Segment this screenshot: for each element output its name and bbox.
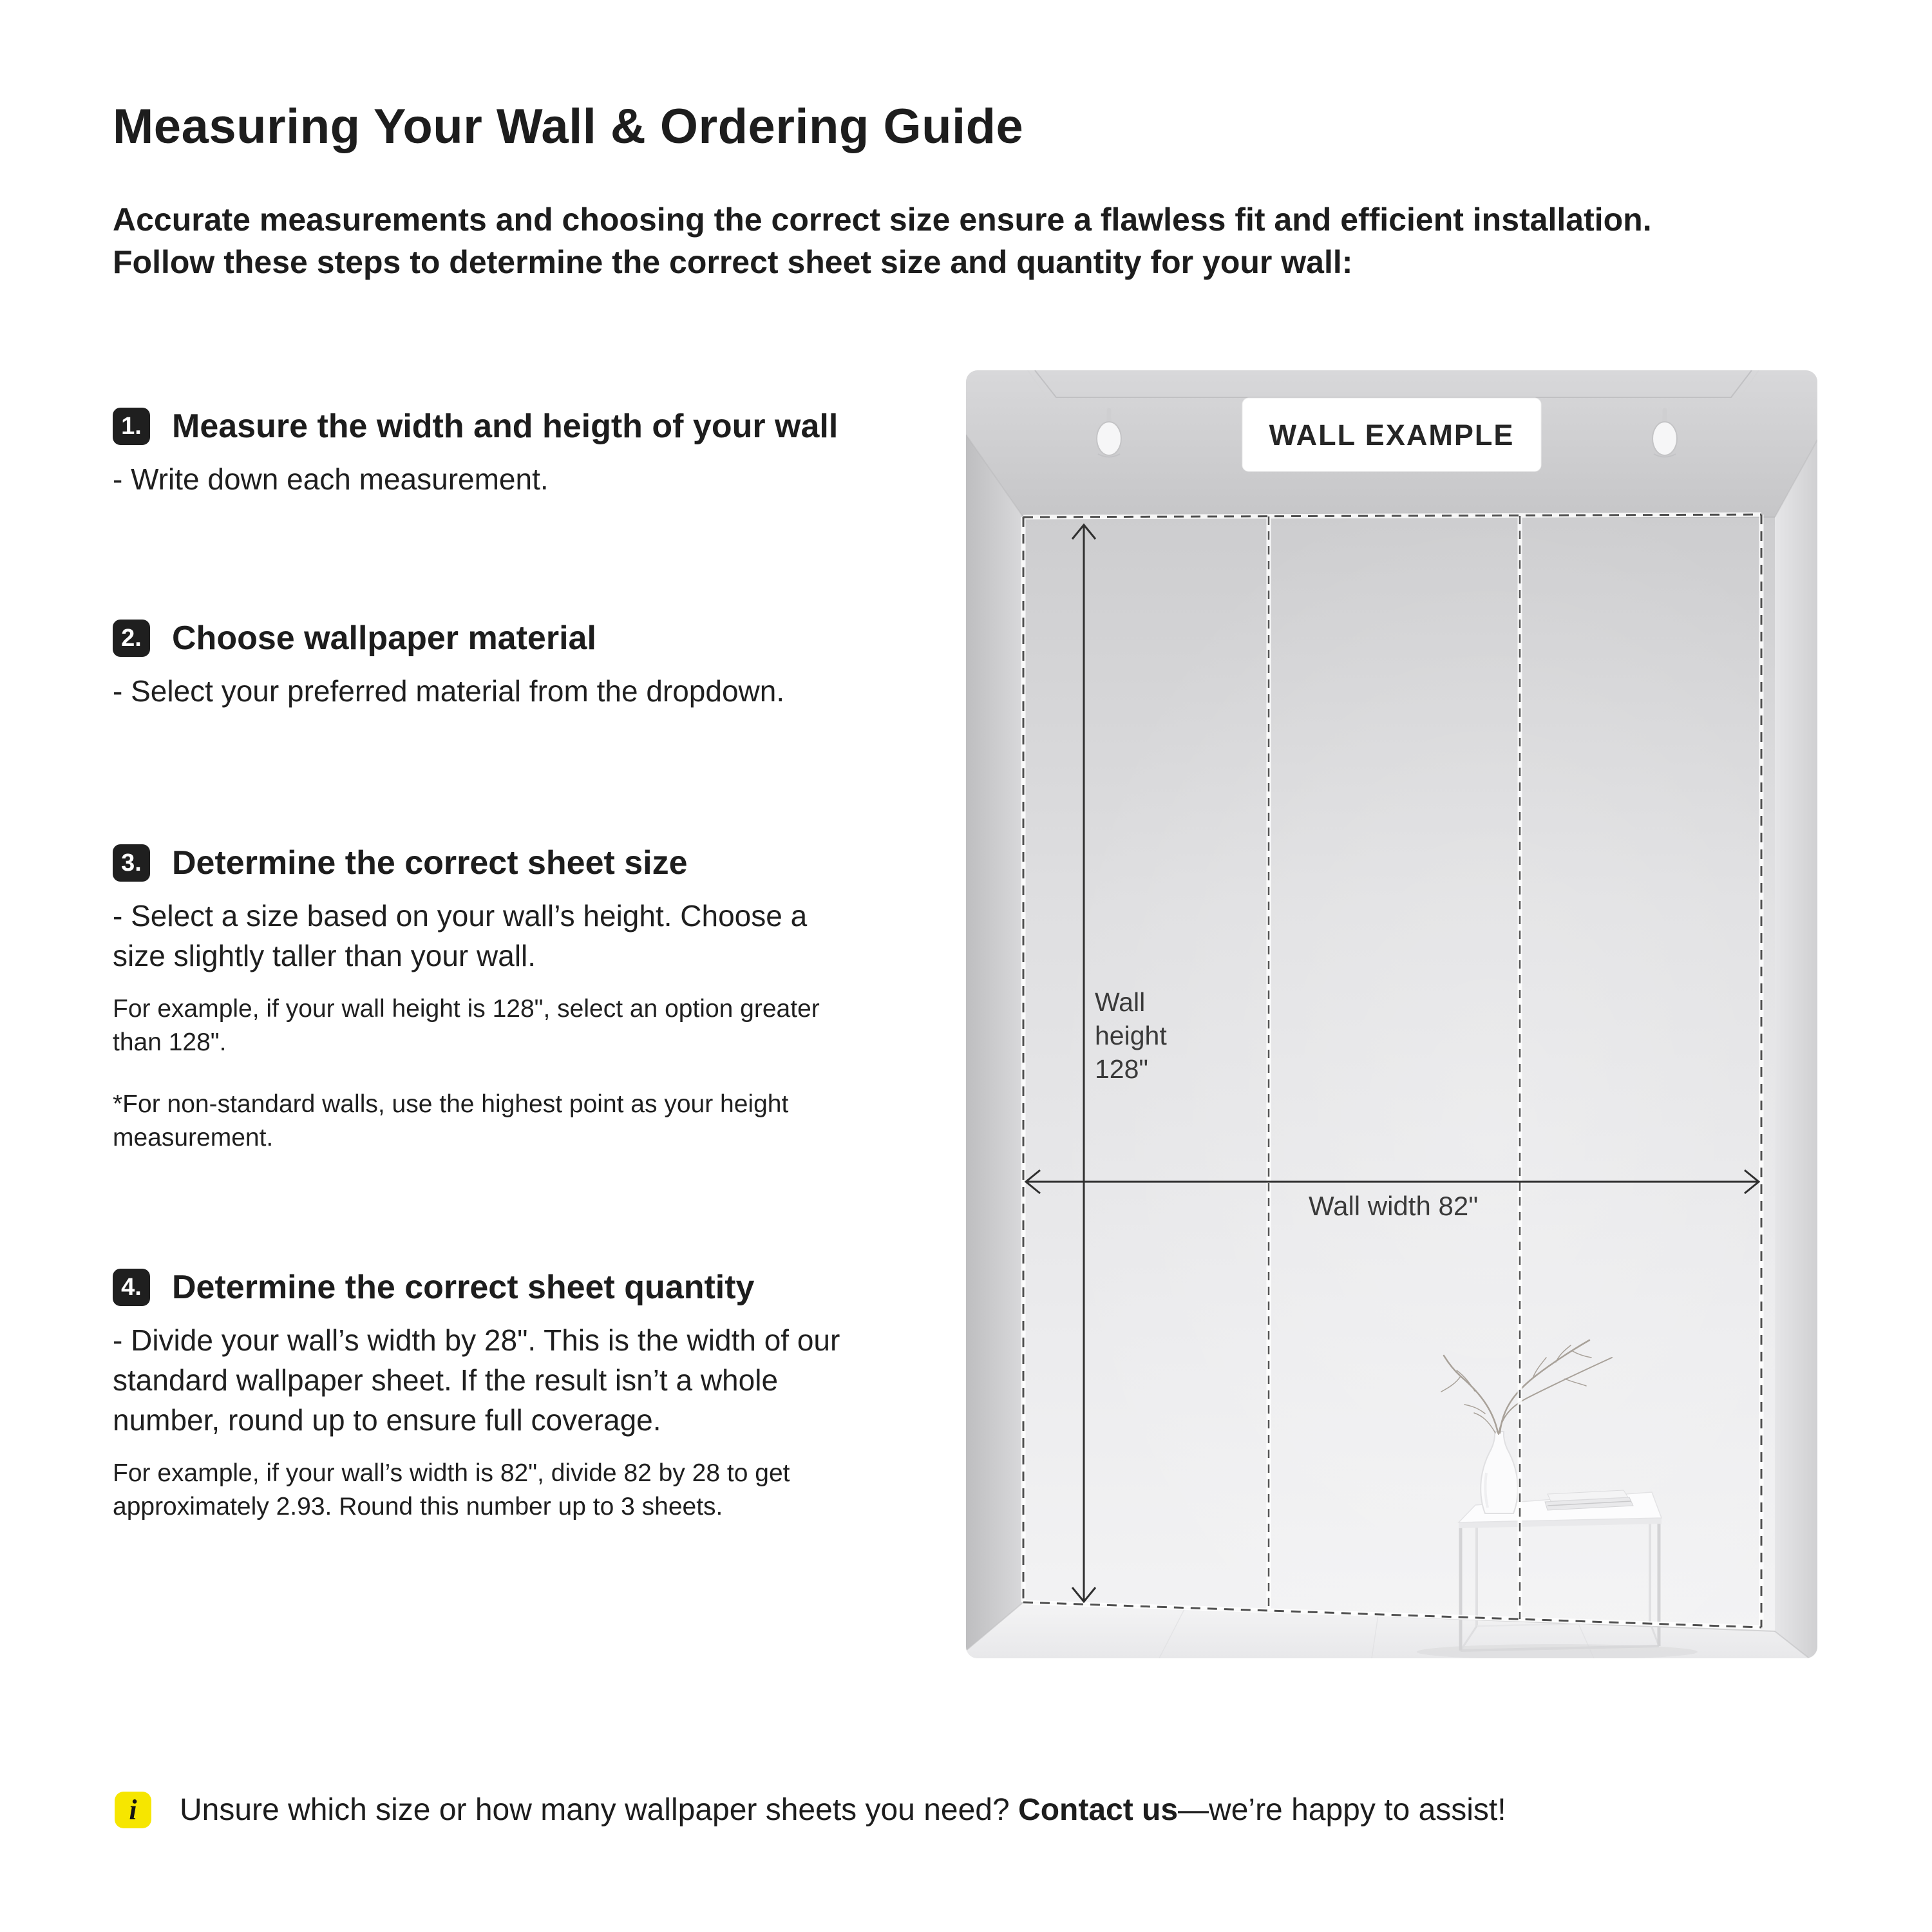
step-2-number-badge: 2. — [113, 620, 150, 657]
svg-text:height: height — [1095, 1021, 1167, 1050]
page-title: Measuring Your Wall & Ordering Guide — [113, 99, 1024, 154]
step-4-title: Determine the correct sheet quantity — [172, 1269, 755, 1306]
svg-text:WALL EXAMPLE: WALL EXAMPLE — [1269, 419, 1515, 451]
step-1-body: - Write down each measurement. — [113, 462, 549, 496]
info-icon: i — [115, 1792, 151, 1828]
step-1-title: Measure the width and heigth of your wall — [172, 408, 838, 445]
svg-text:128": 128" — [1095, 1054, 1148, 1084]
footer-text-after: —we’re happy to assist! — [1178, 1793, 1506, 1827]
step-3-body: - Select a size based on your wall’s height. Choose a size slightly taller than your wall. — [113, 899, 808, 972]
step-1 — [113, 407, 969, 499]
step-4-example: For example, if your wall’s width is 82", divide 82 by 28 to get approximately 2.93. Round this number up to 3 sheets. — [113, 1459, 790, 1520]
footer-help-note — [115, 1792, 1506, 1828]
step-3-header — [113, 844, 969, 882]
step-2-header — [113, 619, 969, 658]
intro-text — [113, 198, 1652, 283]
step-4-number-badge: 4. — [113, 1269, 150, 1306]
step-4-body: - Divide your wall’s width by 28". This is the width of our standard wallpaper sheet. If the result isn’t a whole number, round up to ensure full coverage. — [113, 1323, 840, 1437]
footer-help-text — [180, 1792, 1506, 1828]
step-3-note: *For non-standard walls, use the highest point as your height measurement. — [113, 1090, 789, 1151]
step-4 — [113, 1268, 969, 1524]
step-4-header — [113, 1268, 969, 1307]
step-3-number-badge: 3. — [113, 844, 150, 882]
contact-us-link[interactable]: Contact us — [1018, 1793, 1179, 1827]
intro-line: Accurate measurements and choosing the correct size ensure a flawless fit and efficient installation. — [113, 202, 1652, 238]
room-walls — [966, 370, 1817, 1658]
intro-line: Follow these steps to determine the correct sheet size and quantity for your wall: — [113, 244, 1353, 280]
svg-text:Wall: Wall — [1095, 987, 1146, 1017]
step-2 — [113, 619, 969, 711]
step-3 — [113, 844, 969, 1155]
step-1-number-badge: 1. — [113, 408, 150, 445]
step-3-example: For example, if your wall height is 128", select an option greater than 128". — [113, 995, 820, 1056]
step-1-header — [113, 407, 969, 446]
wall-width-label: Wall width 82" — [1309, 1191, 1479, 1221]
step-2-title: Choose wallpaper material — [172, 620, 596, 657]
step-3-title: Determine the correct sheet size — [172, 844, 688, 882]
wall-example-badge — [1242, 398, 1541, 471]
footer-text-regular: Unsure which size or how many wallpaper sheets you need? — [180, 1793, 1019, 1827]
wall-example-photo — [966, 370, 1817, 1658]
step-2-body: - Select your preferred material from the dropdown. — [113, 674, 785, 708]
